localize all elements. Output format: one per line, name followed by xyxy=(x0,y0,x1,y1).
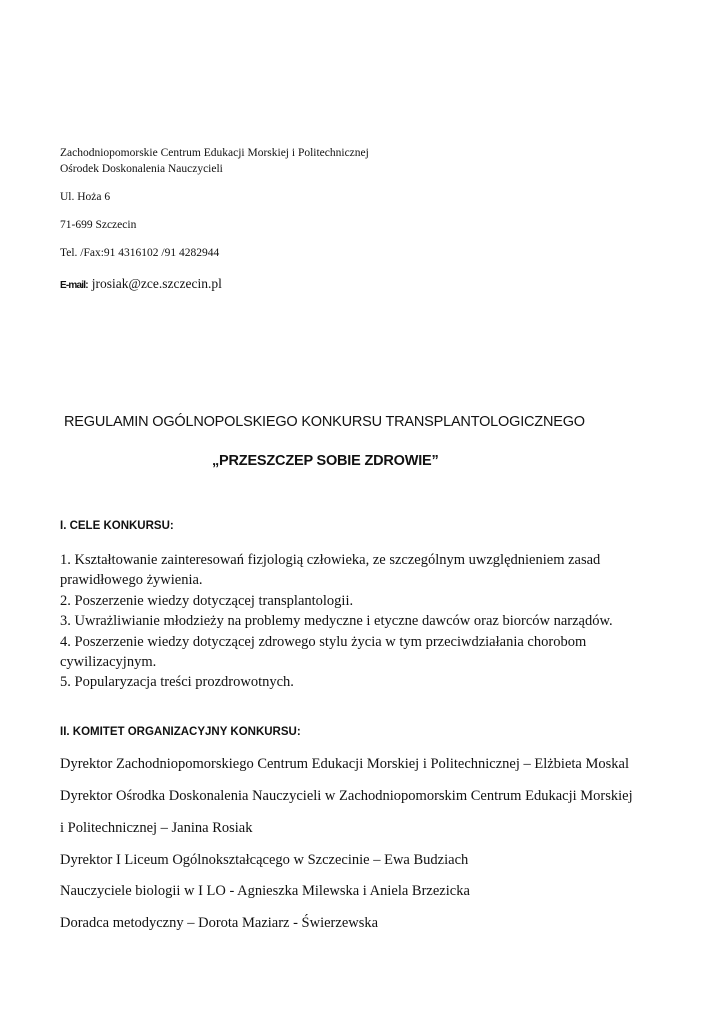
goal-item: 4. Poszerzenie wiedzy dotyczącej zdrowego stylu życia w tym przeciwdziałania chorobom cywilizacyjnym. xyxy=(60,633,587,671)
email-row xyxy=(60,275,222,293)
city-postal-code: 71-699 Szczecin xyxy=(60,219,137,231)
contest-name: „PRZESZCZEP SOBIE ZDROWIE” xyxy=(212,453,439,469)
institution-name: Zachodniopomorskie Centrum Edukacji Morskiej i Politechnicznej xyxy=(60,147,369,159)
committee-member: Nauczyciele biologii w I LO - Agnieszka Milewska i Aniela Brzezicka xyxy=(60,883,470,899)
goal-item: 2. Poszerzenie wiedzy dotyczącej transplantologii. xyxy=(60,592,354,609)
committee-member: Dyrektor I Liceum Ogólnokształcącego w Szczecinie – Ewa Budziach xyxy=(60,852,469,868)
committee-member: Dyrektor Ośrodka Doskonalenia Nauczycieli w Zachodniopomorskim Centrum Edukacji Morskiej xyxy=(60,788,633,804)
document-title: REGULAMIN OGÓLNOPOLSKIEGO KONKURSU TRANSPLANTOLOGICZNEGO xyxy=(64,414,585,430)
committee-member: Doradca metodyczny – Dorota Maziarz - Świerzewska xyxy=(60,915,379,931)
phone-fax: Tel. /Fax:91 4316102 /91 4282944 xyxy=(60,247,220,259)
committee-heading: II. KOMITET ORGANIZACYJNY KONKURSU: xyxy=(60,726,301,738)
street-address: Ul. Hoża 6 xyxy=(60,191,111,203)
goal-item: 3. Uwrażliwianie młodzieży na problemy medyczne i etyczne dawców oraz biorców narządów. xyxy=(60,613,613,630)
goal-item: 5. Popularyzacja treści prozdrowotnych. xyxy=(60,674,294,691)
goals-heading: I. CELE KONKURSU: xyxy=(60,520,174,532)
department-name: Ośrodek Doskonalenia Nauczycieli xyxy=(60,163,223,175)
email-label: E-mail: xyxy=(60,280,88,291)
goal-item: 1. Kształtowanie zainteresowań fizjologią człowieka, ze szczególnym uwzględnieniem zasad prawidłowego żywienia. xyxy=(60,552,601,589)
goals-list xyxy=(60,550,680,693)
committee-member: Dyrektor Zachodniopomorskiego Centrum Edukacji Morskiej i Politechnicznej – Elżbieta Moskal xyxy=(60,756,629,772)
email-address: jrosiak@zce.szczecin.pl xyxy=(91,276,222,291)
committee-member: i Politechnicznej – Janina Rosiak xyxy=(60,820,253,836)
